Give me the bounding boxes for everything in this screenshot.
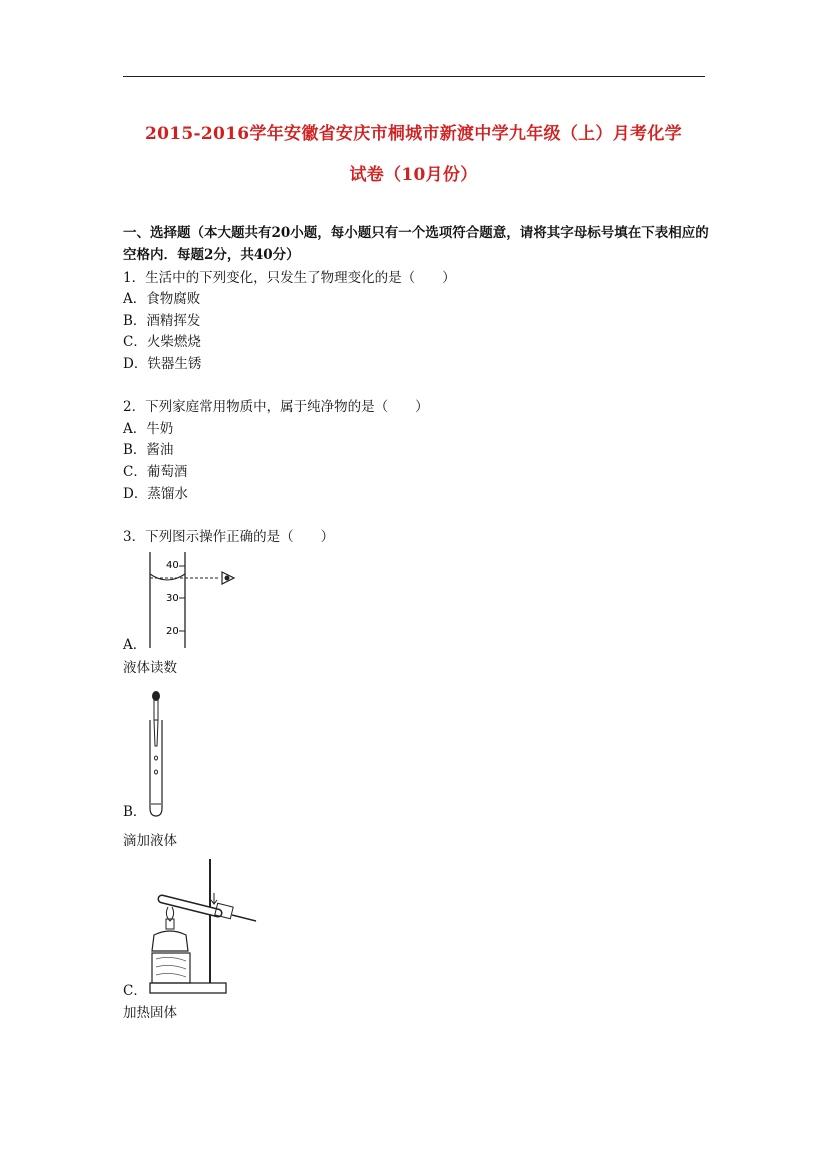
option-b-letter: B． (123, 804, 147, 820)
question-2-option-d: D．蒸馏水 (123, 486, 188, 502)
alcohol-lamp-icon (152, 931, 188, 951)
exam-title-line1: 2015-2016学年安徽省安庆市桐城市新渡中学九年级（上）月考化学 (145, 124, 682, 144)
option-c-caption: 加热固体 (123, 1005, 177, 1021)
option-a-letter: A． (123, 637, 147, 653)
question-2-option-a: A．牛奶 (123, 421, 174, 437)
question-1-option-c: C．火柴燃烧 (123, 334, 201, 350)
question-3-stem: 3．下列图示操作正确的是（ ） (123, 529, 335, 545)
question-2-option-b: B．酱油 (123, 442, 174, 458)
question-1-option-a: A．食物腐败 (123, 291, 201, 307)
cylinder-reading-figure (140, 548, 250, 652)
stand-base (150, 983, 226, 993)
heating-solid-figure (140, 855, 265, 1000)
dropper-test-tube-figure (140, 688, 200, 822)
question-1-stem: 1．生活中的下列变化，只发生了物理变化的是（ ） (123, 270, 456, 286)
section-heading: 一、选择题（本大题共有20小题，每小题只有一个选项符合题意，请将其字母标号填在下表相应的空格内．每题2分，共40分） (123, 225, 709, 263)
header-rule (123, 76, 705, 77)
question-2-stem: 2．下列家庭常用物质中，属于纯净物的是（ ） (123, 399, 429, 415)
question-2-option-c: C．葡萄酒 (123, 464, 188, 480)
scale-label-40: 40 (166, 560, 179, 571)
option-c-letter: C． (123, 983, 147, 999)
test-tube-icon (150, 720, 162, 816)
option-b-caption: 滴加液体 (123, 833, 177, 849)
option-a-caption: 液体读数 (123, 660, 177, 676)
eye-icon (222, 572, 234, 584)
exam-title-line2: 试卷（10月份） (349, 165, 478, 185)
scale-label-20: 20 (166, 626, 179, 637)
question-1-option-d: D．铁器生锈 (123, 356, 202, 372)
scale-label-30: 30 (166, 593, 179, 604)
question-1-option-b: B．酒精挥发 (123, 313, 201, 329)
